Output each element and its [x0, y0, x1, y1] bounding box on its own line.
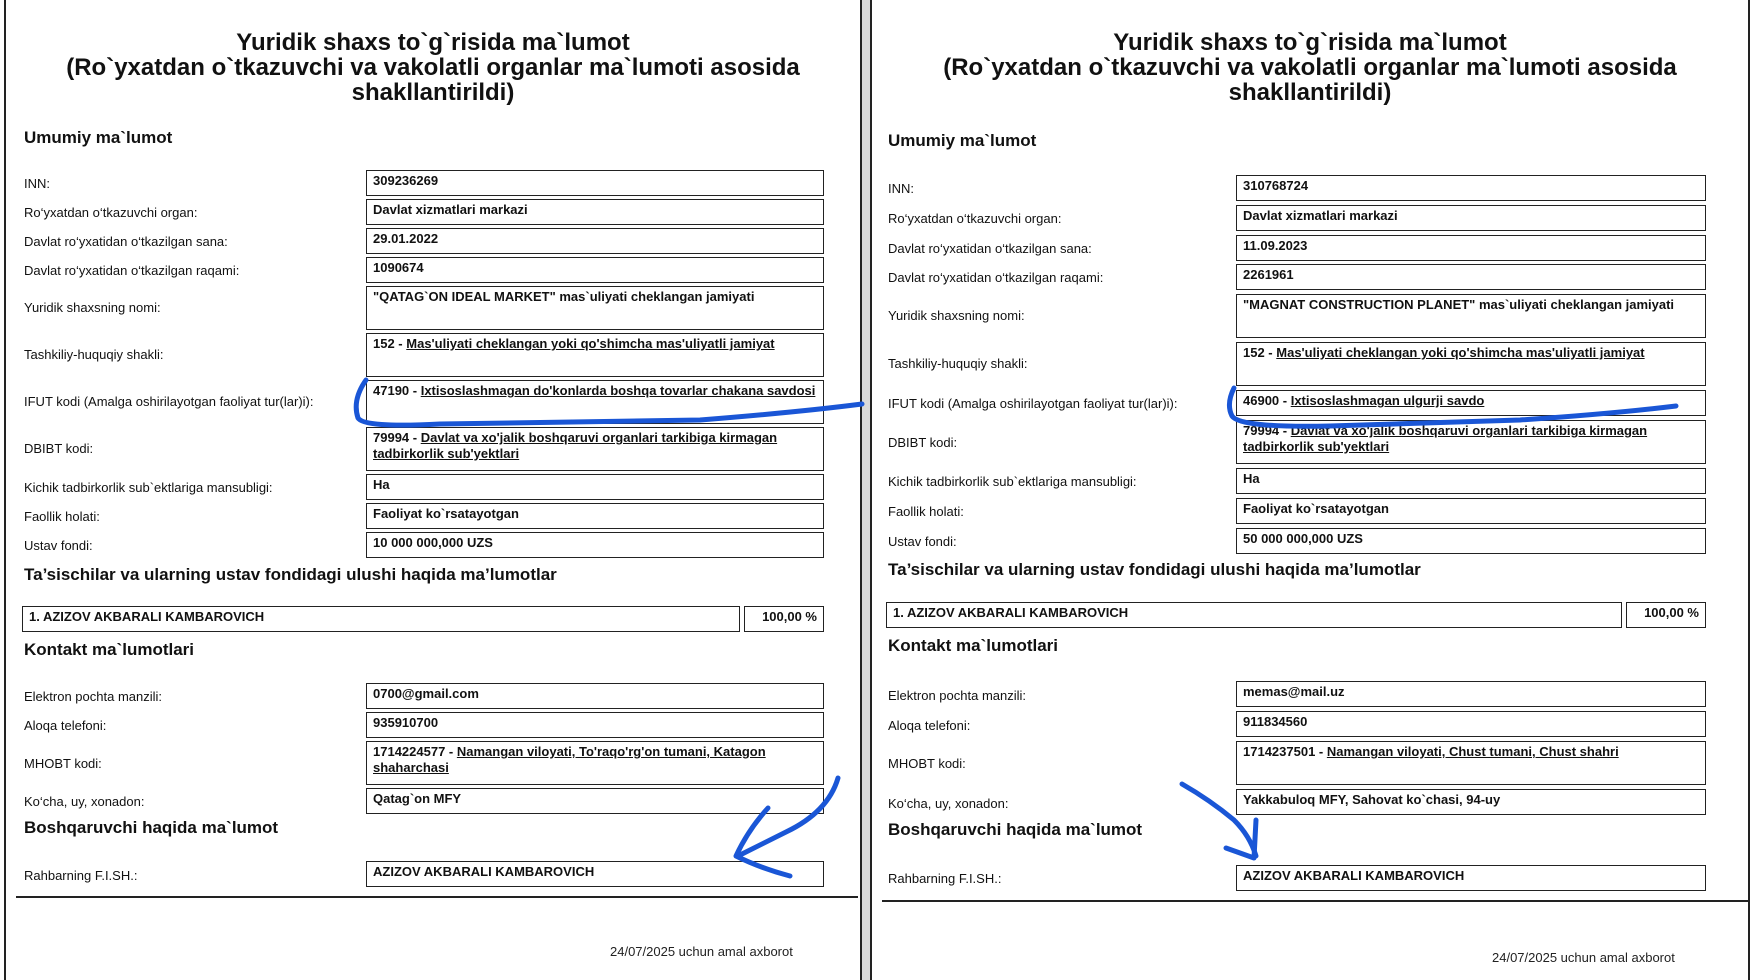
mhobt-code: 1714224577 -	[373, 744, 454, 759]
value-email: 0700@gmail.com	[366, 683, 824, 709]
section-manager: Boshqaruvchi haqida ma`lumot	[888, 820, 1143, 839]
label-capital: Ustav fondi:	[24, 538, 93, 553]
value-dbibt	[1236, 420, 1706, 464]
label-activity: Faollik holati:	[888, 504, 964, 519]
value-reg-org: Davlat xizmatlari markazi	[1236, 205, 1706, 231]
value-dbibt	[366, 427, 824, 471]
value-street: Qatag`on MFY	[366, 788, 824, 814]
value-reg-number: 2261961	[1236, 264, 1706, 290]
ifut-link[interactable]: Ixtisoslashmagan do'konlarda boshqa tovarlar chakana savdosi	[420, 383, 816, 398]
mhobt-code: 1714237501 -	[1243, 744, 1324, 759]
value-inn: 310768724	[1236, 175, 1706, 201]
title-line-3: shakllantirildi)	[1228, 79, 1392, 106]
label-capital: Ustav fondi:	[888, 534, 957, 549]
label-reg-date: Davlat ro‘yxatidan o‘tkazilgan sana:	[24, 234, 228, 249]
legal-form-code: 152 -	[373, 336, 403, 351]
section-contact: Kontakt ma`lumotlari	[24, 640, 195, 659]
ifut-link[interactable]: Ixtisoslashmagan ulgurji savdo	[1290, 393, 1485, 408]
founder-name: 1. AZIZOV AKBARALI KAMBAROVICH	[886, 602, 1622, 628]
label-director: Rahbarning F.I.SH.:	[888, 871, 1002, 886]
label-reg-org: Ro‘yxatdan o‘tkazuvchi organ:	[888, 211, 1062, 226]
label-email: Elektron pochta manzili:	[888, 688, 1027, 703]
label-reg-number: Davlat ro‘yxatidan o‘tkazilgan raqami:	[888, 270, 1104, 285]
section-manager: Boshqaruvchi haqida ma`lumot	[24, 818, 279, 837]
value-capital: 10 000 000,000 UZS	[366, 532, 824, 558]
document-title	[872, 30, 1748, 105]
value-email: memas@mail.uz	[1236, 681, 1706, 707]
document-left	[4, 0, 862, 980]
label-name: Yuridik shaxsning nomi:	[888, 308, 1025, 323]
footer-date: 24/07/2025 uchun amal axborot	[610, 944, 793, 959]
title-line-3: shakllantirildi)	[351, 79, 515, 106]
label-reg-number: Davlat ro‘yxatidan o‘tkazilgan raqami:	[24, 263, 240, 278]
value-phone: 911834560	[1236, 711, 1706, 737]
label-ifut: IFUT kodi (Amalga oshirilayotgan faoliyat tur(lar)i):	[888, 396, 1178, 411]
label-street: Ko‘cha, uy, xonadon:	[24, 794, 145, 809]
value-reg-org: Davlat xizmatlari markazi	[366, 199, 824, 225]
section-founders: Ta’sischilar va ularning ustav fondidagi ulushi haqida ma’lumotlar	[24, 565, 557, 584]
value-capital: 50 000 000,000 UZS	[1236, 528, 1706, 554]
value-legal-form	[1236, 342, 1706, 386]
title-line-1: Yuridik shaxs to`g`risida ma`lumot	[236, 29, 630, 56]
value-mhobt	[1236, 741, 1706, 785]
ifut-code: 47190 -	[373, 383, 418, 398]
label-mhobt: MHOBT kodi:	[888, 756, 966, 771]
section-general: Umumiy ma`lumot	[888, 131, 1037, 150]
label-email: Elektron pochta manzili:	[24, 689, 163, 704]
label-reg-date: Davlat ro‘yxatidan o‘tkazilgan sana:	[888, 241, 1092, 256]
label-street: Ko‘cha, uy, xonadon:	[888, 796, 1009, 811]
dbibt-link[interactable]: Davlat va xo'jalik boshqaruvi organlari tarkibiga kirmagan tadbirkorlik sub'yektlari	[1243, 423, 1648, 454]
dbibt-code: 79994 -	[373, 430, 418, 445]
value-name: "QATAG`ON IDEAL MARKET" mas`uliyati cheklangan jamiyati	[366, 286, 824, 330]
value-phone: 935910700	[366, 712, 824, 738]
title-line-2: (Ro`yxatdan o`tkazuvchi va vakolatli organlar ma`lumoti asosida	[66, 54, 800, 81]
value-reg-date: 11.09.2023	[1236, 235, 1706, 261]
ifut-code: 46900 -	[1243, 393, 1288, 408]
value-ifut	[366, 380, 824, 424]
mhobt-link[interactable]: Namangan viloyati, To'raqo'rg'on tumani, Katagon shaharchasi	[373, 744, 766, 775]
legal-form-link[interactable]: Mas'uliyati cheklangan yoki qo'shimcha mas'uliyatli jamiyat	[1276, 345, 1645, 360]
dbibt-link[interactable]: Davlat va xo'jalik boshqaruvi organlari tarkibiga kirmagan tadbirkorlik sub'yektlari	[373, 430, 778, 461]
value-activity: Faoliyat ko`rsatayotgan	[1236, 498, 1706, 524]
label-ifut: IFUT kodi (Amalga oshirilayotgan faoliyat tur(lar)i):	[24, 394, 314, 409]
value-legal-form	[366, 333, 824, 377]
title-line-2: (Ro`yxatdan o`tkazuvchi va vakolatli organlar ma`lumoti asosida	[943, 54, 1677, 81]
label-small-biz: Kichik tadbirkorlik sub`ektlariga mansubligi:	[24, 480, 273, 495]
value-activity: Faoliyat ko`rsatayotgan	[366, 503, 824, 529]
title-line-1: Yuridik shaxs to`g`risida ma`lumot	[1113, 29, 1507, 56]
footer-rule	[882, 900, 1748, 902]
dbibt-code: 79994 -	[1243, 423, 1288, 438]
label-phone: Aloqa telefoni:	[24, 718, 107, 733]
label-inn: INN:	[888, 181, 914, 196]
label-dbibt: DBIBT kodi:	[24, 441, 94, 456]
label-activity: Faollik holati:	[24, 509, 100, 524]
section-general: Umumiy ma`lumot	[24, 128, 173, 147]
label-phone: Aloqa telefoni:	[888, 718, 971, 733]
mhobt-link[interactable]: Namangan viloyati, Chust tumani, Chust shahri	[1326, 744, 1619, 759]
legal-form-link[interactable]: Mas'uliyati cheklangan yoki qo'shimcha mas'uliyatli jamiyat	[406, 336, 775, 351]
label-legal-form: Tashkiliy-huquqiy shakli:	[888, 356, 1028, 371]
value-inn: 309236269	[366, 170, 824, 196]
value-mhobt	[366, 741, 824, 785]
founder-share: 100,00 %	[1626, 602, 1706, 628]
founder-name: 1. AZIZOV AKBARALI KAMBAROVICH	[22, 606, 740, 632]
section-contact: Kontakt ma`lumotlari	[888, 636, 1059, 655]
value-director: AZIZOV AKBARALI KAMBAROVICH	[366, 861, 824, 887]
value-reg-number: 1090674	[366, 257, 824, 283]
label-dbibt: DBIBT kodi:	[888, 435, 958, 450]
section-founders: Ta’sischilar va ularning ustav fondidagi ulushi haqida ma’lumotlar	[888, 560, 1421, 579]
legal-form-code: 152 -	[1243, 345, 1273, 360]
footer-date: 24/07/2025 uchun amal axborot	[1492, 950, 1675, 965]
founder-share: 100,00 %	[744, 606, 824, 632]
value-small-biz: Ha	[1236, 468, 1706, 494]
document-right	[870, 0, 1750, 980]
value-street: Yakkabuloq MFY, Sahovat ko`chasi, 94-uy	[1236, 789, 1706, 815]
value-director: AZIZOV AKBARALI KAMBAROVICH	[1236, 865, 1706, 891]
value-name: "MAGNAT CONSTRUCTION PLANET" mas`uliyati cheklangan jamiyati	[1236, 294, 1706, 338]
document-title	[6, 30, 860, 105]
label-reg-org: Ro‘yxatdan o‘tkazuvchi organ:	[24, 205, 198, 220]
label-name: Yuridik shaxsning nomi:	[24, 300, 161, 315]
value-ifut	[1236, 390, 1706, 416]
footer-rule	[16, 896, 858, 898]
label-small-biz: Kichik tadbirkorlik sub`ektlariga mansubligi:	[888, 474, 1137, 489]
label-inn: INN:	[24, 176, 50, 191]
value-small-biz: Ha	[366, 474, 824, 500]
value-reg-date: 29.01.2022	[366, 228, 824, 254]
label-legal-form: Tashkiliy-huquqiy shakli:	[24, 347, 164, 362]
label-mhobt: MHOBT kodi:	[24, 756, 102, 771]
label-director: Rahbarning F.I.SH.:	[24, 868, 138, 883]
